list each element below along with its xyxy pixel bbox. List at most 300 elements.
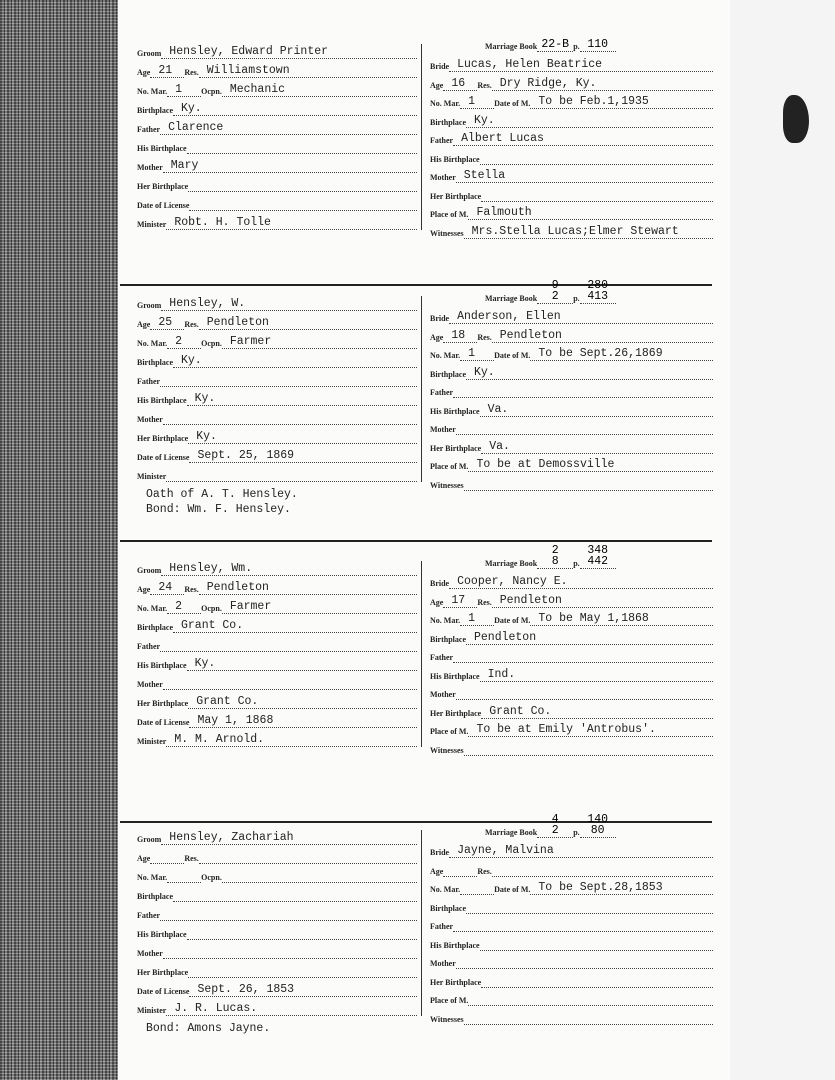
minister-value: M. M. Arnold. <box>166 733 417 747</box>
father-label: Father <box>430 388 454 397</box>
page-number <box>580 544 616 569</box>
groom-row-no_mar <box>137 79 417 97</box>
groom-row-her_birthplace <box>137 426 417 444</box>
bride-row-her_birthplace <box>430 701 713 719</box>
res-label: Res. <box>477 332 492 342</box>
mother-label: Mother <box>137 163 163 172</box>
her-birthplace-label: Her Birthplace <box>430 977 482 987</box>
birthplace-label: Birthplace <box>430 117 466 127</box>
place-of-m-label: Place of M. <box>430 210 469 219</box>
his-birthplace-value <box>480 151 713 165</box>
bride-row-age <box>430 859 713 877</box>
res-label: Res. <box>184 320 199 329</box>
birthplace-value: Ky. <box>466 366 713 380</box>
birthplace-label: Birthplace <box>137 623 173 632</box>
date-of-license-value: Sept. 25, 1869 <box>189 449 417 463</box>
age-label: Age <box>137 854 151 863</box>
bride-row-his_birthplace <box>430 147 713 165</box>
groom-row-date_of_license <box>137 979 417 997</box>
birthplace-value: Ky. <box>466 114 713 128</box>
date-of-m-label: Date of M. <box>494 99 531 108</box>
record-separator <box>120 284 712 286</box>
no-mar-label: No. Mar. <box>430 616 461 625</box>
book-number-value: 2 <box>551 824 559 837</box>
groom-row-groom <box>137 827 417 845</box>
groom-row-minister <box>137 729 417 747</box>
father-value <box>453 384 713 398</box>
res-label: Res. <box>477 597 492 607</box>
no-mar-label: No. Mar. <box>430 351 461 360</box>
her-birthplace-label: Her Birthplace <box>430 191 482 201</box>
groom-label: Groom <box>137 566 162 575</box>
his-birthplace-value <box>480 937 713 951</box>
father-value <box>453 649 713 663</box>
marriage-book-ref <box>485 544 616 569</box>
her-birthplace-label: Her Birthplace <box>137 182 189 191</box>
groom-row-mother <box>137 407 417 425</box>
bride-row-mother <box>430 417 713 435</box>
book-number-upper: 4 <box>551 813 559 826</box>
groom-label: Groom <box>137 835 162 844</box>
his-birthplace-value: Va. <box>480 403 713 417</box>
his-birthplace-label: His Birthplace <box>137 661 187 670</box>
mother-label: Mother <box>430 959 456 968</box>
minister-label: Minister <box>137 1006 167 1015</box>
age-value: 24 <box>150 581 184 595</box>
age-value: 18 <box>443 329 477 343</box>
page-number-value: 110 <box>587 38 609 51</box>
her-birthplace-value <box>188 964 417 978</box>
birthplace-label: Birthplace <box>430 369 466 379</box>
birthplace-value: Ky. <box>173 354 417 368</box>
groom-row-father <box>137 634 417 652</box>
date-of-license-value <box>189 197 417 211</box>
groom-row-birthplace <box>137 350 417 368</box>
no-mar-value: 2 <box>167 335 201 349</box>
groom-row-birthplace <box>137 615 417 633</box>
bride-label: Bride <box>430 314 450 323</box>
her-birthplace-label: Her Birthplace <box>430 708 482 718</box>
birthplace-value: Grant Co. <box>173 619 417 633</box>
her-birthplace-label: Her Birthplace <box>137 968 189 977</box>
groom-row-his_birthplace <box>137 653 417 671</box>
place-of-m-value: Falmouth <box>468 206 713 220</box>
witnesses-value: Mrs.Stella Lucas;Elmer Stewart <box>464 225 713 239</box>
groom-row-father <box>137 903 417 921</box>
bride-row-place_of_m <box>430 202 713 220</box>
groom-row-mother <box>137 155 417 173</box>
date-of-m-value: To be Feb.1,1935 <box>530 95 713 109</box>
groom-row-her_birthplace <box>137 691 417 709</box>
groom-column <box>137 38 417 238</box>
ocpn-value: Farmer <box>222 600 417 614</box>
place-of-m-label: Place of M. <box>430 462 469 471</box>
groom-label: Groom <box>137 301 162 310</box>
res-label: Res. <box>477 80 492 90</box>
book-number <box>537 544 573 569</box>
mother-value <box>456 955 713 969</box>
mother-value <box>456 421 713 435</box>
marriage-book-label: Marriage Book <box>485 42 538 51</box>
his-birthplace-value: Ky. <box>187 657 417 671</box>
place-of-m-label: Place of M. <box>430 727 469 736</box>
book-number <box>537 813 573 838</box>
father-value: Albert Lucas <box>453 132 713 146</box>
groom-row-minister <box>137 212 417 230</box>
bride-row-age <box>430 325 713 343</box>
ocpn-value: Mechanic <box>222 83 417 97</box>
marriage-book-label: Marriage Book <box>485 559 538 568</box>
minister-label: Minister <box>137 472 167 481</box>
bride-row-birthplace <box>430 362 713 380</box>
bride-row-bride <box>430 54 713 72</box>
her-birthplace-value <box>188 178 417 192</box>
ink-blot <box>783 95 809 143</box>
mother-value <box>456 686 713 700</box>
father-value <box>160 907 417 921</box>
page-number-value: 413 <box>587 290 609 303</box>
age-label: Age <box>430 866 444 876</box>
groom-row-father <box>137 369 417 387</box>
ocpn-label: Ocpn. <box>201 604 222 613</box>
bride-row-bride <box>430 306 713 324</box>
minister-value: Robt. H. Tolle <box>166 216 417 230</box>
her-birthplace-label: Her Birthplace <box>137 699 189 708</box>
age-value: 25 <box>150 316 184 330</box>
res-label: Res. <box>184 68 199 77</box>
his-birthplace-label: His Birthplace <box>137 144 187 153</box>
page-label: p. <box>573 828 580 837</box>
groom-row-date_of_license <box>137 710 417 728</box>
no-mar-label: No. Mar. <box>137 87 168 96</box>
witnesses-value <box>464 477 713 491</box>
res-label: Res. <box>184 854 199 863</box>
bride-row-birthplace <box>430 627 713 645</box>
bride-row-age <box>430 73 713 91</box>
bride-column <box>430 813 713 1024</box>
date-of-license-label: Date of License <box>137 987 190 996</box>
groom-row-date_of_license <box>137 193 417 211</box>
birthplace-label: Birthplace <box>430 634 466 644</box>
birthplace-value: Ky. <box>173 102 417 116</box>
marriage-book-ref <box>485 279 616 304</box>
column-divider <box>421 44 422 230</box>
groom-column <box>137 290 417 490</box>
book-number <box>537 39 573 52</box>
witnesses-label: Witnesses <box>430 228 464 238</box>
book-number-value: 22-B <box>541 38 570 51</box>
record-separator <box>120 540 712 542</box>
bride-row-place_of_m <box>430 988 713 1006</box>
no-mar-value: 1 <box>460 347 494 361</box>
groom-row-his_birthplace <box>137 388 417 406</box>
birthplace-value: Pendleton <box>466 631 713 645</box>
her-birthplace-value: Grant Co. <box>188 695 417 709</box>
age-value <box>150 850 184 864</box>
bride-row-his_birthplace <box>430 399 713 417</box>
his-birthplace-label: His Birthplace <box>430 671 480 681</box>
date-of-m-value: To be Sept.26,1869 <box>530 347 713 361</box>
minister-value <box>166 468 417 482</box>
father-label: Father <box>137 377 161 386</box>
bride-row-mother <box>430 951 713 969</box>
his-birthplace-label: His Birthplace <box>137 930 187 939</box>
book-number-upper: 2 <box>551 544 559 557</box>
note-line: Oath of A. T. Hensley. <box>146 488 298 501</box>
birthplace-label: Birthplace <box>137 358 173 367</box>
age-value: 16 <box>443 77 477 91</box>
page-number-value: 442 <box>587 555 609 568</box>
bride-label: Bride <box>430 848 450 857</box>
minister-label: Minister <box>137 220 167 229</box>
bride-row-father <box>430 128 713 146</box>
groom-row-no_mar <box>137 596 417 614</box>
father-value <box>160 638 417 652</box>
book-number-value: 8 <box>551 555 559 568</box>
age-label: Age <box>430 80 444 90</box>
bride-row-mother <box>430 165 713 183</box>
his-birthplace-value: Ky. <box>187 392 417 406</box>
bride-row-place_of_m <box>430 719 713 737</box>
groom-row-groom <box>137 558 417 576</box>
book-number <box>537 279 573 304</box>
no-mar-value <box>167 869 201 883</box>
her-birthplace-value: Va. <box>481 440 713 454</box>
her-birthplace-value: Ky. <box>188 430 417 444</box>
age-label: Age <box>430 332 444 342</box>
bride-row-father <box>430 380 713 398</box>
birthplace-label: Birthplace <box>137 106 173 115</box>
no-mar-label: No. Mar. <box>137 873 168 882</box>
page-number-upper: 140 <box>587 813 609 826</box>
groom-value: Hensley, W. <box>161 297 417 311</box>
his-birthplace-value <box>187 140 417 154</box>
her-birthplace-value <box>481 974 713 988</box>
scan-margin <box>730 0 835 1080</box>
groom-row-date_of_license <box>137 445 417 463</box>
no-mar-value: 2 <box>167 600 201 614</box>
bride-value: Lucas, Helen Beatrice <box>449 58 713 72</box>
mother-label: Mother <box>137 949 163 958</box>
groom-row-groom <box>137 293 417 311</box>
no-mar-value: 1 <box>460 95 494 109</box>
scan-edge-noise <box>0 0 118 1080</box>
res-label: Res. <box>184 585 199 594</box>
res-value: Williamstown <box>199 64 417 78</box>
marriage-book-label: Marriage Book <box>485 828 538 837</box>
bride-label: Bride <box>430 579 450 588</box>
mother-label: Mother <box>137 415 163 424</box>
bride-row-no_mar <box>430 877 713 895</box>
bride-row-witnesses <box>430 473 713 491</box>
bride-row-bride <box>430 571 713 589</box>
res-label: Res. <box>477 866 492 876</box>
book-number-upper: 9 <box>551 279 559 292</box>
father-label: Father <box>137 642 161 651</box>
groom-row-his_birthplace <box>137 922 417 940</box>
date-of-license-value: Sept. 26, 1853 <box>189 983 417 997</box>
groom-row-minister <box>137 998 417 1016</box>
place-of-m-label: Place of M. <box>430 996 469 1005</box>
no-mar-value: 1 <box>460 612 494 626</box>
date-of-m-label: Date of M. <box>494 616 531 625</box>
date-of-license-value: May 1, 1868 <box>189 714 417 728</box>
father-value <box>453 918 713 932</box>
bride-column <box>430 279 713 490</box>
bride-row-witnesses <box>430 738 713 756</box>
bride-row-age <box>430 590 713 608</box>
marriage-book-label: Marriage Book <box>485 294 538 303</box>
groom-row-father <box>137 117 417 135</box>
groom-row-minister <box>137 464 417 482</box>
minister-value: J. R. Lucas. <box>166 1002 417 1016</box>
father-label: Father <box>430 922 454 931</box>
bride-column <box>430 38 713 238</box>
page-number-upper: 348 <box>587 544 609 557</box>
birthplace-label: Birthplace <box>137 892 173 901</box>
bride-row-his_birthplace <box>430 664 713 682</box>
groom-value: Hensley, Zachariah <box>161 831 417 845</box>
witnesses-label: Witnesses <box>430 745 464 755</box>
groom-row-birthplace <box>137 884 417 902</box>
groom-value: Hensley, Edward Printer <box>161 45 417 59</box>
groom-row-birthplace <box>137 98 417 116</box>
her-birthplace-value <box>481 188 713 202</box>
groom-row-his_birthplace <box>137 136 417 154</box>
father-label: Father <box>137 125 161 134</box>
age-label: Age <box>137 585 151 594</box>
page-label: p. <box>573 559 580 568</box>
column-divider <box>421 296 422 482</box>
bride-row-no_mar <box>430 608 713 626</box>
groom-row-no_mar <box>137 865 417 883</box>
father-label: Father <box>430 653 454 662</box>
birthplace-value <box>173 888 417 902</box>
bride-row-father <box>430 645 713 663</box>
mother-value: Stella <box>456 169 713 183</box>
groom-row-age <box>137 312 417 330</box>
res-value: Pendleton <box>492 329 713 343</box>
witnesses-label: Witnesses <box>430 1014 464 1024</box>
bride-row-witnesses <box>430 1007 713 1025</box>
page-number <box>580 39 616 52</box>
ocpn-value: Farmer <box>222 335 417 349</box>
his-birthplace-label: His Birthplace <box>430 940 480 950</box>
res-value: Pendleton <box>492 594 713 608</box>
father-value: Clarence <box>160 121 417 135</box>
marriage-book-ref <box>485 813 616 838</box>
no-mar-label: No. Mar. <box>430 99 461 108</box>
bride-label: Bride <box>430 62 450 71</box>
place-of-m-value <box>468 992 713 1006</box>
father-value <box>160 373 417 387</box>
birthplace-label: Birthplace <box>430 903 466 913</box>
bride-row-birthplace <box>430 110 713 128</box>
mother-label: Mother <box>137 680 163 689</box>
bride-row-witnesses <box>430 221 713 239</box>
bride-value: Anderson, Ellen <box>449 310 713 324</box>
her-birthplace-label: Her Birthplace <box>430 443 482 453</box>
mother-value <box>163 411 417 425</box>
res-value: Pendleton <box>199 316 417 330</box>
res-value <box>492 863 713 877</box>
groom-row-age <box>137 846 417 864</box>
date-of-license-label: Date of License <box>137 201 190 210</box>
mother-value <box>163 945 417 959</box>
note-line: Bond: Amons Jayne. <box>146 1022 271 1035</box>
bride-row-no_mar <box>430 343 713 361</box>
bride-row-her_birthplace <box>430 970 713 988</box>
groom-row-age <box>137 60 417 78</box>
his-birthplace-value: Ind. <box>480 668 713 682</box>
bride-column <box>430 544 713 755</box>
page-label: p. <box>573 294 580 303</box>
date-of-m-value: To be Sept.28,1853 <box>530 881 713 895</box>
his-birthplace-label: His Birthplace <box>430 154 480 164</box>
minister-label: Minister <box>137 737 167 746</box>
father-label: Father <box>430 136 454 145</box>
groom-row-mother <box>137 941 417 959</box>
date-of-m-label: Date of M. <box>494 351 531 360</box>
ocpn-label: Ocpn. <box>201 87 222 96</box>
mother-label: Mother <box>430 425 456 434</box>
groom-column <box>137 824 417 1024</box>
groom-row-her_birthplace <box>137 174 417 192</box>
no-mar-value: 1 <box>167 83 201 97</box>
date-of-m-label: Date of M. <box>494 885 531 894</box>
res-value <box>199 850 417 864</box>
bride-row-her_birthplace <box>430 184 713 202</box>
page-label: p. <box>573 42 580 51</box>
groom-row-age <box>137 577 417 595</box>
his-birthplace-value <box>187 926 417 940</box>
bride-value: Jayne, Malvina <box>449 844 713 858</box>
groom-row-groom <box>137 41 417 59</box>
mother-value: Mary <box>163 159 417 173</box>
place-of-m-value: To be at Emily 'Antrobus'. <box>468 723 713 737</box>
column-divider <box>421 561 422 747</box>
groom-column <box>137 555 417 755</box>
witnesses-label: Witnesses <box>430 480 464 490</box>
mother-label: Mother <box>430 690 456 699</box>
bride-row-no_mar <box>430 91 713 109</box>
bride-row-her_birthplace <box>430 436 713 454</box>
his-birthplace-label: His Birthplace <box>430 406 480 416</box>
her-birthplace-value: Grant Co. <box>481 705 713 719</box>
marriage-book-ref <box>485 32 616 52</box>
bride-row-birthplace <box>430 896 713 914</box>
no-mar-label: No. Mar. <box>137 604 168 613</box>
ocpn-label: Ocpn. <box>201 339 222 348</box>
witnesses-value <box>464 742 713 756</box>
age-label: Age <box>137 320 151 329</box>
date-of-license-label: Date of License <box>137 718 190 727</box>
her-birthplace-label: Her Birthplace <box>137 434 189 443</box>
page-number <box>580 813 616 838</box>
his-birthplace-label: His Birthplace <box>137 396 187 405</box>
groom-row-mother <box>137 672 417 690</box>
ocpn-label: Ocpn. <box>201 873 222 882</box>
father-label: Father <box>137 911 161 920</box>
witnesses-value <box>464 1011 713 1025</box>
no-mar-label: No. Mar. <box>430 885 461 894</box>
groom-label: Groom <box>137 49 162 58</box>
groom-row-her_birthplace <box>137 960 417 978</box>
mother-value <box>163 676 417 690</box>
date-of-m-value: To be May 1,1868 <box>530 612 713 626</box>
birthplace-value <box>466 900 713 914</box>
no-mar-label: No. Mar. <box>137 339 168 348</box>
